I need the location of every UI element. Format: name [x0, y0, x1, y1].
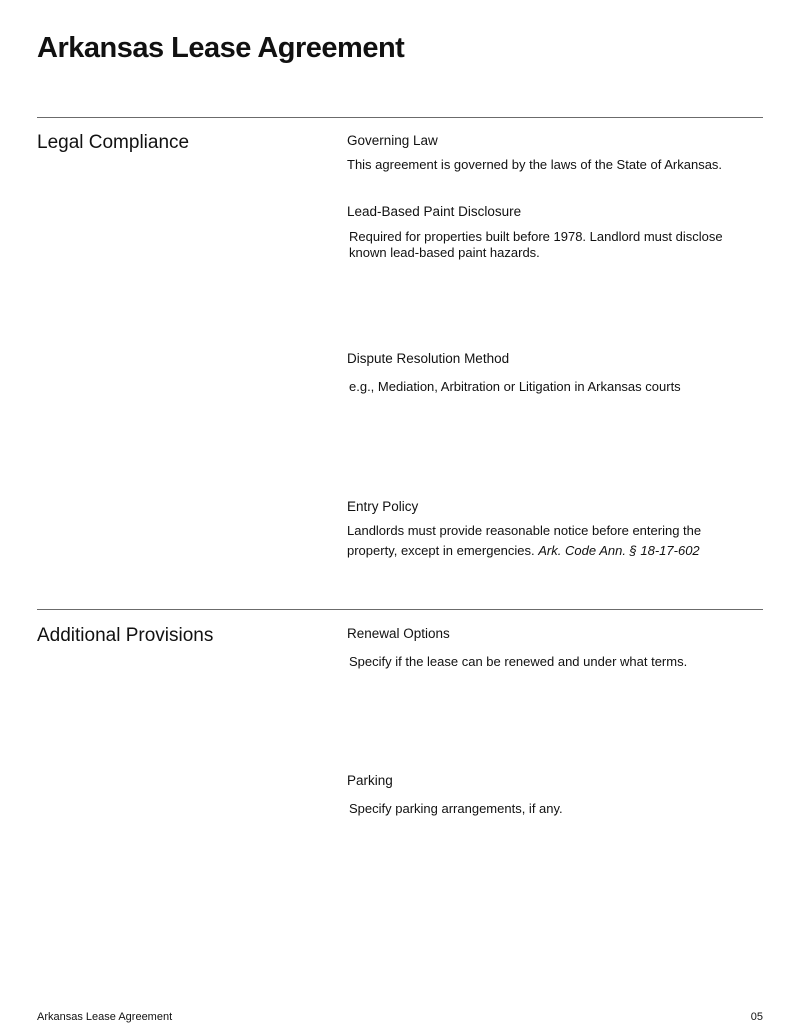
field-label-entry-policy: Entry Policy: [347, 499, 419, 514]
section-title-additional-provisions: Additional Provisions: [37, 625, 214, 646]
field-text-renewal-options: Specify if the lease can be renewed and under what terms.: [349, 654, 688, 669]
field-text-parking: Specify parking arrangements, if any.: [349, 801, 563, 816]
field-text-governing-law: This agreement is governed by the laws of the State of Arkansas.: [347, 157, 723, 172]
page-title: Arkansas Lease Agreement: [37, 32, 405, 64]
field-text-lead-paint: Required for properties built before 1978. Landlord must disclose known lead-based paint hazards.: [349, 229, 723, 260]
field-text-dispute-resolution: e.g., Mediation, Arbitration or Litigation in Arkansas courts: [349, 379, 681, 394]
footer-document-title: Arkansas Lease Agreement: [37, 1011, 173, 1023]
entry-policy-citation: Ark. Code Ann. § 18-17-602: [538, 543, 700, 558]
section-divider: [37, 117, 763, 118]
field-label-parking: Parking: [347, 773, 393, 788]
field-label-governing-law: Governing Law: [347, 133, 438, 148]
field-label-lead-paint: Lead-Based Paint Disclosure: [347, 204, 522, 219]
section-title-legal-compliance: Legal Compliance: [37, 132, 190, 153]
footer-page-number: 05: [750, 1011, 763, 1023]
field-label-dispute-resolution: Dispute Resolution Method: [347, 351, 510, 366]
field-label-renewal-options: Renewal Options: [347, 626, 450, 641]
field-text-entry-policy: [347, 521, 727, 561]
entry-policy-text: Landlords must provide reasonable notice before entering the property, except in emergencies.: [347, 523, 702, 558]
section-divider: [37, 609, 763, 610]
